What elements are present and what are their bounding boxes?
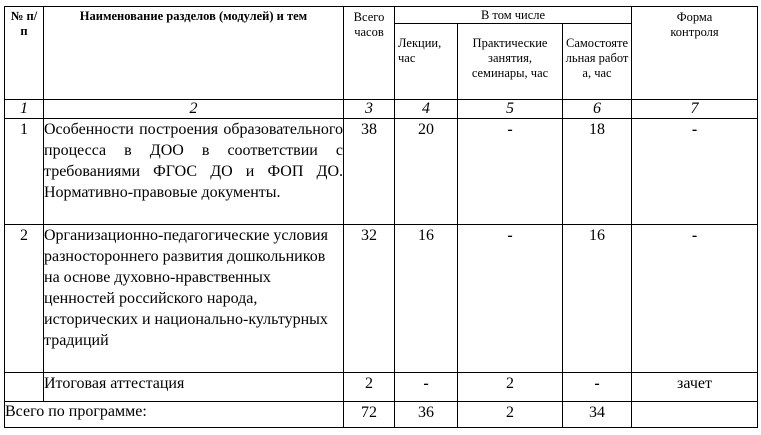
header-practice: Практические занятия, семинары, час [458,24,563,100]
header-lectures: Лекции, час [395,24,458,100]
row-lectures: 16 [395,225,458,373]
total-practice: 2 [458,402,563,428]
row-total-hours: 2 [344,373,395,402]
total-label: Всего по программе: [5,402,344,428]
curriculum-table [4,6,758,428]
numbering-cell: 2 [44,100,344,119]
row-control-form: - [632,119,758,225]
header-control-form: Форма контроля [632,7,758,100]
row-title: Особенности построения образовательного процесса в ДОО в соответствии с требованиями ФГОС ДО и ФОП ДО. Нормативно-правовые документы. [44,119,344,225]
total-hours: 72 [344,402,395,428]
row-number: 1 [5,119,44,225]
total-lectures: 36 [395,402,458,428]
row-total-hours: 32 [344,225,395,373]
numbering-row [5,100,758,119]
row-self-study: - [563,373,632,402]
total-self-study: 34 [563,402,632,428]
row-self-study: 18 [563,119,632,225]
row-practice: - [458,225,563,373]
numbering-cell: 6 [563,100,632,119]
row-control-form: - [632,225,758,373]
header-title: Наименование разделов (модулей) и тем [44,7,344,100]
header-self-study: Самостоятельная работа, час [563,24,632,100]
table-row [5,119,758,225]
row-practice: - [458,119,563,225]
header-group-including: В том числе [395,7,632,24]
table-row [5,225,758,373]
header-row [5,7,758,24]
row-total-hours: 38 [344,119,395,225]
row-control-form: зачет [632,373,758,402]
numbering-cell: 7 [632,100,758,119]
row-lectures: - [395,373,458,402]
numbering-cell: 3 [344,100,395,119]
row-practice: 2 [458,373,563,402]
row-self-study: 16 [563,225,632,373]
total-row [5,402,758,428]
row-number: 2 [5,225,44,373]
row-number [5,373,44,402]
row-lectures: 20 [395,119,458,225]
numbering-cell: 1 [5,100,44,119]
row-title: Организационно-педагогические условия разностороннего развития дошкольников на основе духовно-нравственных ценностей российского народа, исторических и национально-культурных традиций [44,225,344,373]
row-title: Итоговая аттестация [44,373,344,402]
header-total-hours: Всего часов [344,7,395,100]
total-control-form [632,402,758,428]
header-num: № п/п [5,7,44,100]
table-row [5,373,758,402]
numbering-cell: 5 [458,100,563,119]
numbering-cell: 4 [395,100,458,119]
